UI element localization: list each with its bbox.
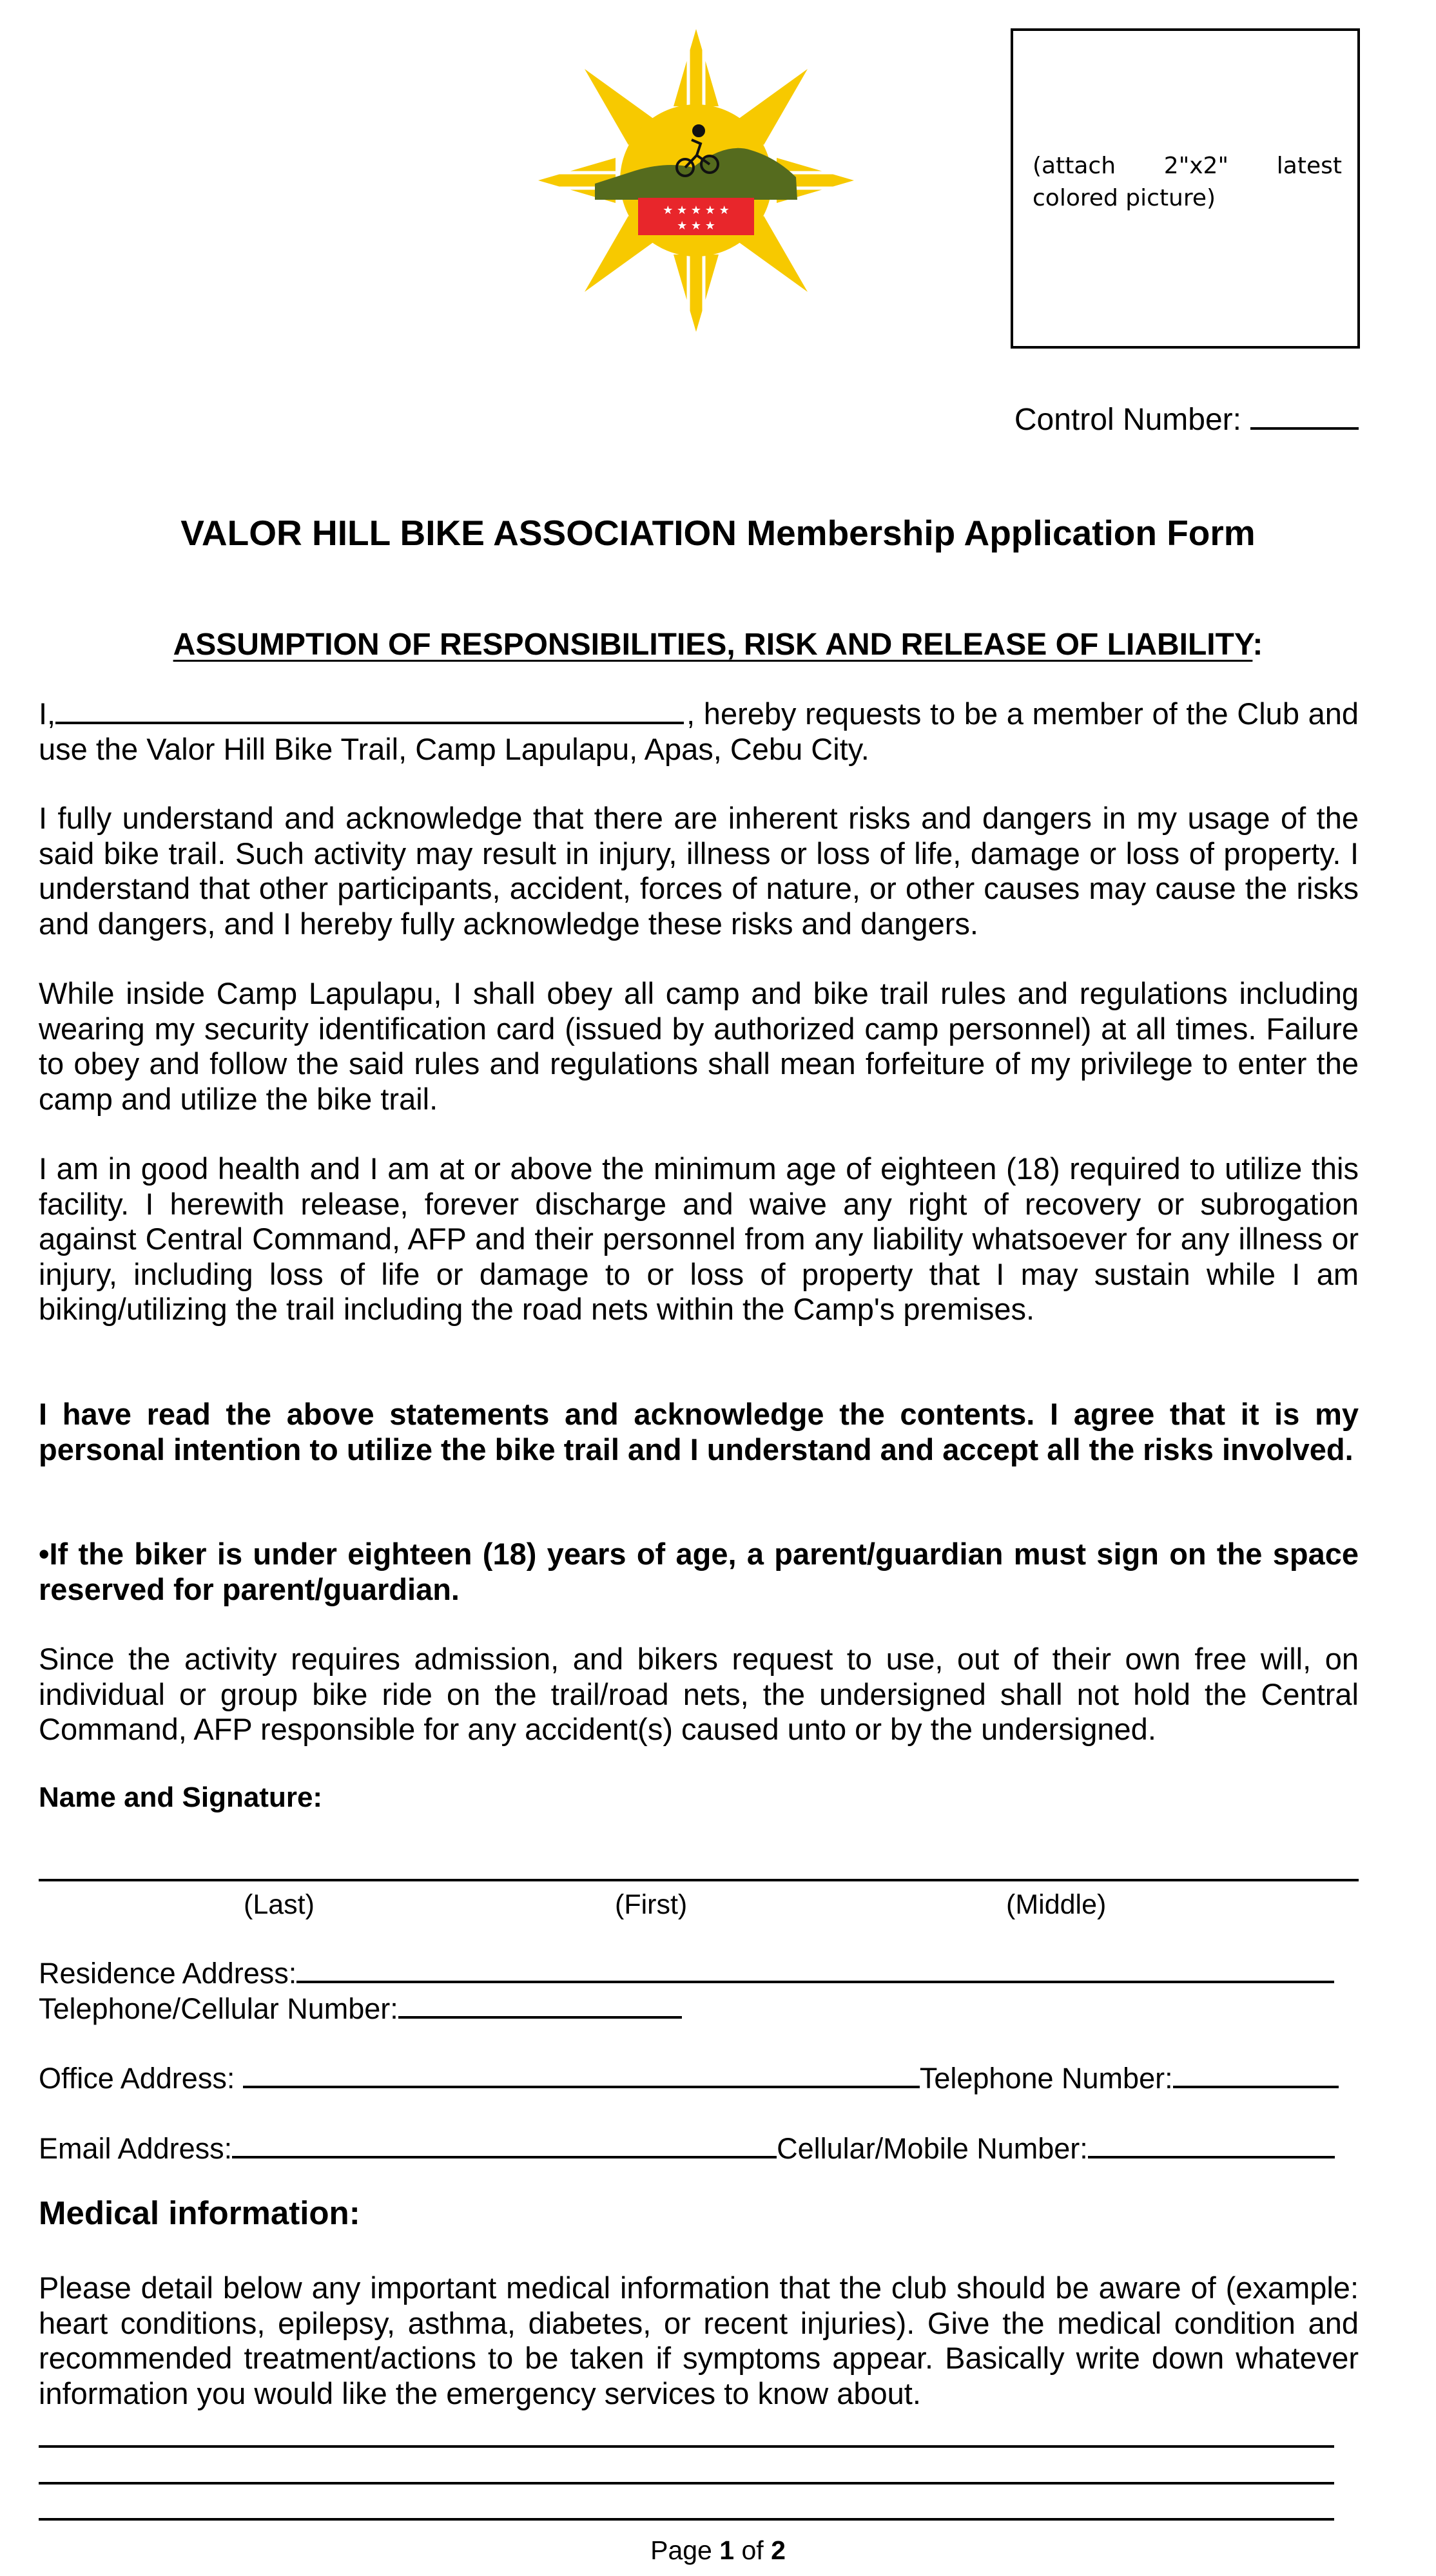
medical-instructions: Please detail below any important medical information that the club should be aware of (example: heart conditions, epilepsy, asthma, diabetes, or recent injuries). Give the medical condition and recommended treatment/actions to be taken if symptoms appear. Basically write down whatever information you would like the emergency services to know about. xyxy=(39,2271,1359,2410)
medical-heading: Medical information: xyxy=(39,2195,360,2231)
telephone-cellular-blank[interactable] xyxy=(398,1993,682,2019)
page-number xyxy=(0,2535,1436,2566)
office-address-label: Office Address: xyxy=(39,2062,235,2095)
cellular-mobile-blank[interactable] xyxy=(1088,2133,1335,2158)
cellular-mobile-label: Cellular/Mobile Number: xyxy=(777,2132,1088,2165)
residence-address-blank[interactable] xyxy=(296,1957,1334,1983)
middle-name-label: (Middle) xyxy=(1006,1889,1107,1920)
office-address-blank[interactable] xyxy=(243,2062,920,2088)
rules-paragraph: While inside Camp Lapulapu, I shall obey all camp and bike trail rules and regulations including wearing my security identification card (issued by authorized camp personnel) at all times. Failure to obey and follow the said rules and regulations shall mean forfeiture of my privilege to enter the camp and utilize the bike trail. xyxy=(39,976,1359,1116)
intro-paragraph xyxy=(39,696,1359,767)
medical-line[interactable] xyxy=(39,2518,1334,2521)
intro-rest: , hereby requests to be a member of the Club and use the Valor Hill Bike Trail, Camp Lapulapu, Apas, Cebu City. xyxy=(39,697,1359,766)
email-address-blank[interactable] xyxy=(232,2133,777,2158)
telephone-cellular-label: Telephone/Cellular Number: xyxy=(39,1992,398,2025)
first-name-label: (First) xyxy=(615,1889,688,1920)
release-paragraph: I am in good health and I am at or above the minimum age of eighteen (18) required to utilize this facility. I herewith release, forever discharge and waive any right of recovery or subrogation against Central Command, AFP and their personnel from any liability whatsoever for any illness or injury, including loss of life or damage to or loss of property that I may sustain while I am biking/utilizing the trail including the road nets within the Camp's premises. xyxy=(39,1151,1359,1326)
residence-address-label: Residence Address: xyxy=(39,1957,297,1990)
telephone-cellular-row xyxy=(39,1992,682,2026)
email-address-label: Email Address: xyxy=(39,2132,233,2165)
office-row xyxy=(39,2062,1339,2095)
svg-text:★ ★ ★ ★ ★: ★ ★ ★ ★ ★ xyxy=(663,204,730,217)
svg-text:★ ★ ★: ★ ★ ★ xyxy=(677,219,715,233)
control-number-label: Control Number: xyxy=(1014,403,1241,437)
control-number xyxy=(1014,401,1359,437)
intro-prefix: I, xyxy=(39,697,56,731)
photo-instruction: (attach 2"x2" latest colored picture) xyxy=(1033,153,1342,211)
current-page: 1 xyxy=(719,2535,735,2565)
section-heading-colon: : xyxy=(1252,628,1263,662)
page-word: Page xyxy=(650,2535,712,2565)
applicant-name-blank[interactable] xyxy=(55,696,684,724)
liability-paragraph: Since the activity requires admission, and bikers request to use, out of their own free will, on individual or group bike ride on the trail/road nets, the undersigned shall not hold the Central Command, AFP responsible for any accident(s) caused unto or by the undersigned. xyxy=(39,1642,1359,1746)
section-heading-text: ASSUMPTION OF RESPONSIBILITIES, RISK AND RELEASE OF LIABILITY xyxy=(173,628,1253,662)
control-number-blank[interactable] xyxy=(1250,401,1359,430)
name-signature-label: Name and Signature: xyxy=(39,1782,323,1813)
signature-line[interactable] xyxy=(39,1879,1359,1881)
office-telephone-label: Telephone Number: xyxy=(919,2062,1173,2095)
medical-line[interactable] xyxy=(39,2482,1334,2485)
acknowledgement-paragraph: I have read the above statements and acknowledge the contents. I agree that it is my personal intention to utilize the bike trail and I understand and accept all the risks involved. xyxy=(39,1397,1359,1466)
photo-attachment-box xyxy=(1011,28,1360,349)
residence-address-row xyxy=(39,1957,1334,1990)
email-row xyxy=(39,2132,1335,2166)
risk-paragraph: I fully understand and acknowledge that there are inherent risks and dangers in my usage of the said bike trail. Such activity may result in injury, illness or loss of life, damage or loss of property. I understand that other participants, accident, forces of nature, or other causes may cause the risks and dangers, and I hereby fully acknowledge these risks and dangers. xyxy=(39,801,1359,941)
total-pages: 2 xyxy=(771,2535,786,2565)
office-telephone-blank[interactable] xyxy=(1173,2062,1339,2088)
medical-line[interactable] xyxy=(39,2445,1334,2448)
of-word: of xyxy=(741,2535,764,2565)
last-name-label: (Last) xyxy=(244,1889,315,1920)
section-heading xyxy=(0,627,1436,662)
form-title: VALOR HILL BIKE ASSOCIATION Membership Application Form xyxy=(180,513,1256,553)
valor-hill-logo xyxy=(538,29,854,332)
guardian-note: •If the biker is under eighteen (18) years of age, a parent/guardian must sign on the space reserved for parent/guardian. xyxy=(39,1537,1359,1606)
